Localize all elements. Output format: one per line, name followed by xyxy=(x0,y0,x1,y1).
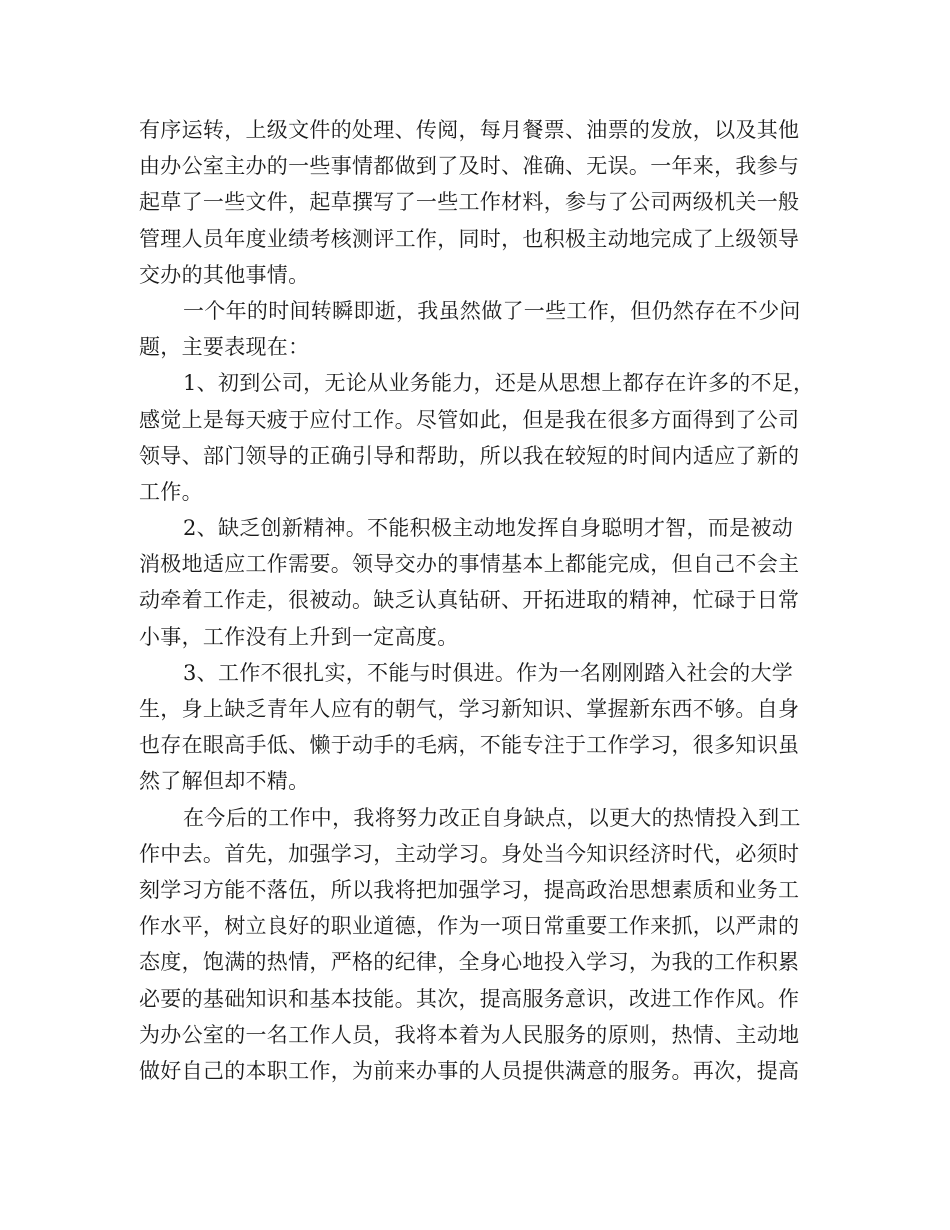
paragraph-first-line: 3、工作不很扎实，不能与时俱进。作为一名刚刚踏入社会的大学 xyxy=(183,660,794,685)
text-line: 交办的其他事情。 xyxy=(139,262,310,287)
text-line: 领导、部门领导的正确引导和帮助，所以我在较短的时间内适应了新的 xyxy=(139,443,800,468)
text-line: 作水平，树立良好的职业道德，作为一项日常重要工作来抓，以严肃的 xyxy=(139,914,800,939)
text-line: 刻学习方能不落伍，所以我将把加强学习，提高政治思想素质和业务工 xyxy=(139,877,800,902)
paragraph-first-line: 在今后的工作中，我将努力改正自身缺点，以更大的热情投入到工 xyxy=(183,805,801,830)
paragraph-first-line: 2、缺乏创新精神。不能积极主动地发挥自身聪明才智，而是被动 xyxy=(183,516,794,541)
text-line: 也存在眼高手低、懒于动手的毛病，不能专注于工作学习，很多知识虽 xyxy=(139,733,800,758)
text-line: 然了解但却不精。 xyxy=(139,769,310,794)
text-line: 有序运转，上级文件的处理、传阅，每月餐票、油票的发放，以及其他 xyxy=(139,118,800,142)
text-line: 生，身上缺乏青年人应有的朝气，学习新知识、掌握新东西不够。自身 xyxy=(139,697,800,721)
text-line: 小事，工作没有上升到一定高度。 xyxy=(139,624,459,649)
text-line: 题，主要表现在： xyxy=(139,335,310,360)
document-body xyxy=(139,112,829,1089)
text-line: 工作。 xyxy=(139,479,203,504)
text-line: 管理人员年度业绩考核测评工作，同时，也积极主动地完成了上级领导 xyxy=(139,226,800,251)
text-line: 消极地适应工作需要。领导交办的事情基本上都能完成，但自己不会主 xyxy=(139,552,800,577)
text-line: 动牵着工作走，很被动。缺乏认真钻研、开拓进取的精神，忙碌于日常 xyxy=(139,588,800,613)
text-line: 起草了一些文件，起草撰写了一些工作材料，参与了公司两级机关一般 xyxy=(139,190,800,215)
text-line: 态度，饱满的热情，严格的纪律，全身心地投入学习，为我的工作积累 xyxy=(139,950,800,975)
text-line: 为办公室的一名工作人员，我将本着为人民服务的原则，热情、主动地 xyxy=(139,1022,800,1047)
text-line: 感觉上是每天疲于应付工作。尽管如此，但是我在很多方面得到了公司 xyxy=(139,407,800,432)
paragraph-first-line: 1、初到公司，无论从业务能力，还是从思想上都存在许多的不足， xyxy=(183,371,815,396)
text-line: 必要的基础知识和基本技能。其次，提高服务意识，改进工作作风。作 xyxy=(139,986,800,1011)
paragraph-first-line: 一个年的时间转瞬即逝，我虽然做了一些工作，但仍然存在不少问 xyxy=(183,298,801,323)
text-line: 作中去。首先，加强学习，主动学习。身处当今知识经济时代，必须时 xyxy=(139,841,800,866)
text-line: 做好自己的本职工作，为前来办事的人员提供满意的服务。再次，提高 xyxy=(139,1058,800,1083)
text-line: 由办公室主办的一些事情都做到了及时、准确、无误。一年来，我参与 xyxy=(139,154,800,179)
